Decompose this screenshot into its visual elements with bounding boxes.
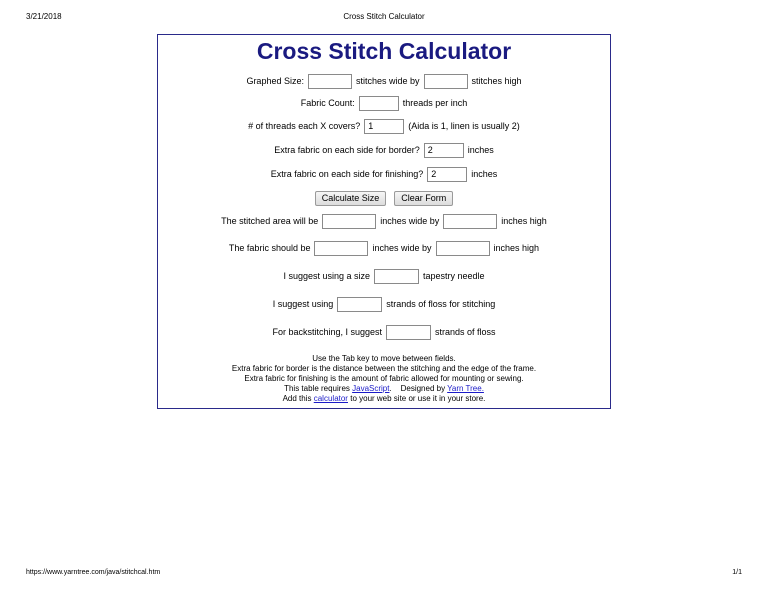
fabric-high-suffix: inches high (493, 243, 540, 253)
fabric-count-suffix: threads per inch (402, 98, 468, 108)
border-input[interactable] (424, 143, 464, 158)
stitches-wide-input[interactable] (308, 74, 352, 89)
calculator-link[interactable]: calculator (313, 394, 348, 403)
note-border: Extra fabric for border is the distance between the stitching and the edge of the frame. (231, 364, 537, 373)
finishing-suffix: inches (471, 169, 498, 179)
stitched-high-suffix: inches high (501, 216, 547, 226)
stitches-high-suffix: stitches high (471, 76, 522, 86)
print-footer (26, 569, 742, 581)
button-row (158, 189, 610, 207)
fabric-wide-suffix: inches wide by (372, 243, 432, 253)
note-requires-prefix: This table requires (284, 384, 350, 393)
finishing-row (158, 165, 610, 183)
needle-suffix: tapestry needle (423, 271, 485, 281)
note-add-suffix: to your web site or use it in your store. (350, 394, 486, 403)
border-label: Extra fabric on each side for border? (274, 145, 420, 155)
help-notes (158, 354, 610, 404)
fabric-count-label: Fabric Count: (300, 98, 355, 108)
backstitch-row (158, 323, 610, 341)
fabric-count-row (158, 94, 610, 112)
stitched-area-row (158, 212, 610, 230)
strands-output[interactable] (337, 297, 382, 312)
graphed-size-label: Graphed Size: (246, 76, 304, 86)
needle-row (158, 267, 610, 285)
border-suffix: inches (467, 145, 494, 155)
note-requires (158, 384, 610, 394)
print-date: 3/21/2018 (26, 12, 62, 21)
strands-label: I suggest using (272, 299, 334, 309)
threads-cover-suffix: (Aida is 1, linen is usually 2) (408, 121, 520, 131)
stitched-area-label: The stitched area will be (221, 216, 319, 226)
fabric-size-row (158, 239, 610, 257)
stitched-high-output[interactable] (443, 214, 497, 229)
finishing-input[interactable] (427, 167, 467, 182)
fabric-count-input[interactable] (359, 96, 399, 111)
note-add-prefix: Add this (282, 394, 312, 403)
note-designed-by: . Designed by (389, 384, 446, 393)
stitches-high-input[interactable] (424, 74, 468, 89)
border-row (158, 141, 610, 159)
strands-suffix: strands of floss for stitching (386, 299, 496, 309)
needle-size-output[interactable] (374, 269, 419, 284)
note-add-calculator (158, 394, 610, 404)
threads-cover-input[interactable] (364, 119, 404, 134)
threads-cover-label: # of threads each X covers? (248, 121, 361, 131)
fabric-high-output[interactable] (436, 241, 490, 256)
stitched-wide-suffix: inches wide by (380, 216, 440, 226)
calculator-title: Cross Stitch Calculator (256, 38, 512, 64)
strands-row (158, 295, 610, 313)
yarn-tree-link[interactable]: Yarn Tree. (447, 384, 484, 393)
print-title: Cross Stitch Calculator (343, 12, 425, 21)
calculator-panel (157, 34, 611, 409)
threads-cover-row (158, 117, 610, 135)
note-tab-key: Use the Tab key to move between fields. (312, 354, 456, 363)
note-finishing: Extra fabric for finishing is the amount of fabric allowed for mounting or sewing. (244, 374, 524, 383)
fabric-wide-output[interactable] (314, 241, 368, 256)
backstitch-suffix: strands of floss (435, 327, 496, 337)
backstitch-label: For backstitching, I suggest (272, 327, 383, 337)
print-url: https://www.yarntree.com/java/stitchcal.htm (26, 569, 161, 576)
print-page-number: 1/1 (732, 569, 742, 576)
needle-label: I suggest using a size (283, 271, 370, 281)
javascript-link[interactable]: JavaScript (352, 384, 390, 393)
clear-form-button[interactable]: Clear Form (394, 191, 453, 206)
backstitch-output[interactable] (386, 325, 431, 340)
fabric-size-label: The fabric should be (228, 243, 311, 253)
stitches-wide-suffix: stitches wide by (355, 76, 420, 86)
calculate-size-button[interactable]: Calculate Size (315, 191, 387, 206)
print-header (26, 12, 742, 24)
finishing-label: Extra fabric on each side for finishing? (270, 169, 424, 179)
graphed-size-row (158, 72, 610, 90)
stitched-wide-output[interactable] (322, 214, 376, 229)
